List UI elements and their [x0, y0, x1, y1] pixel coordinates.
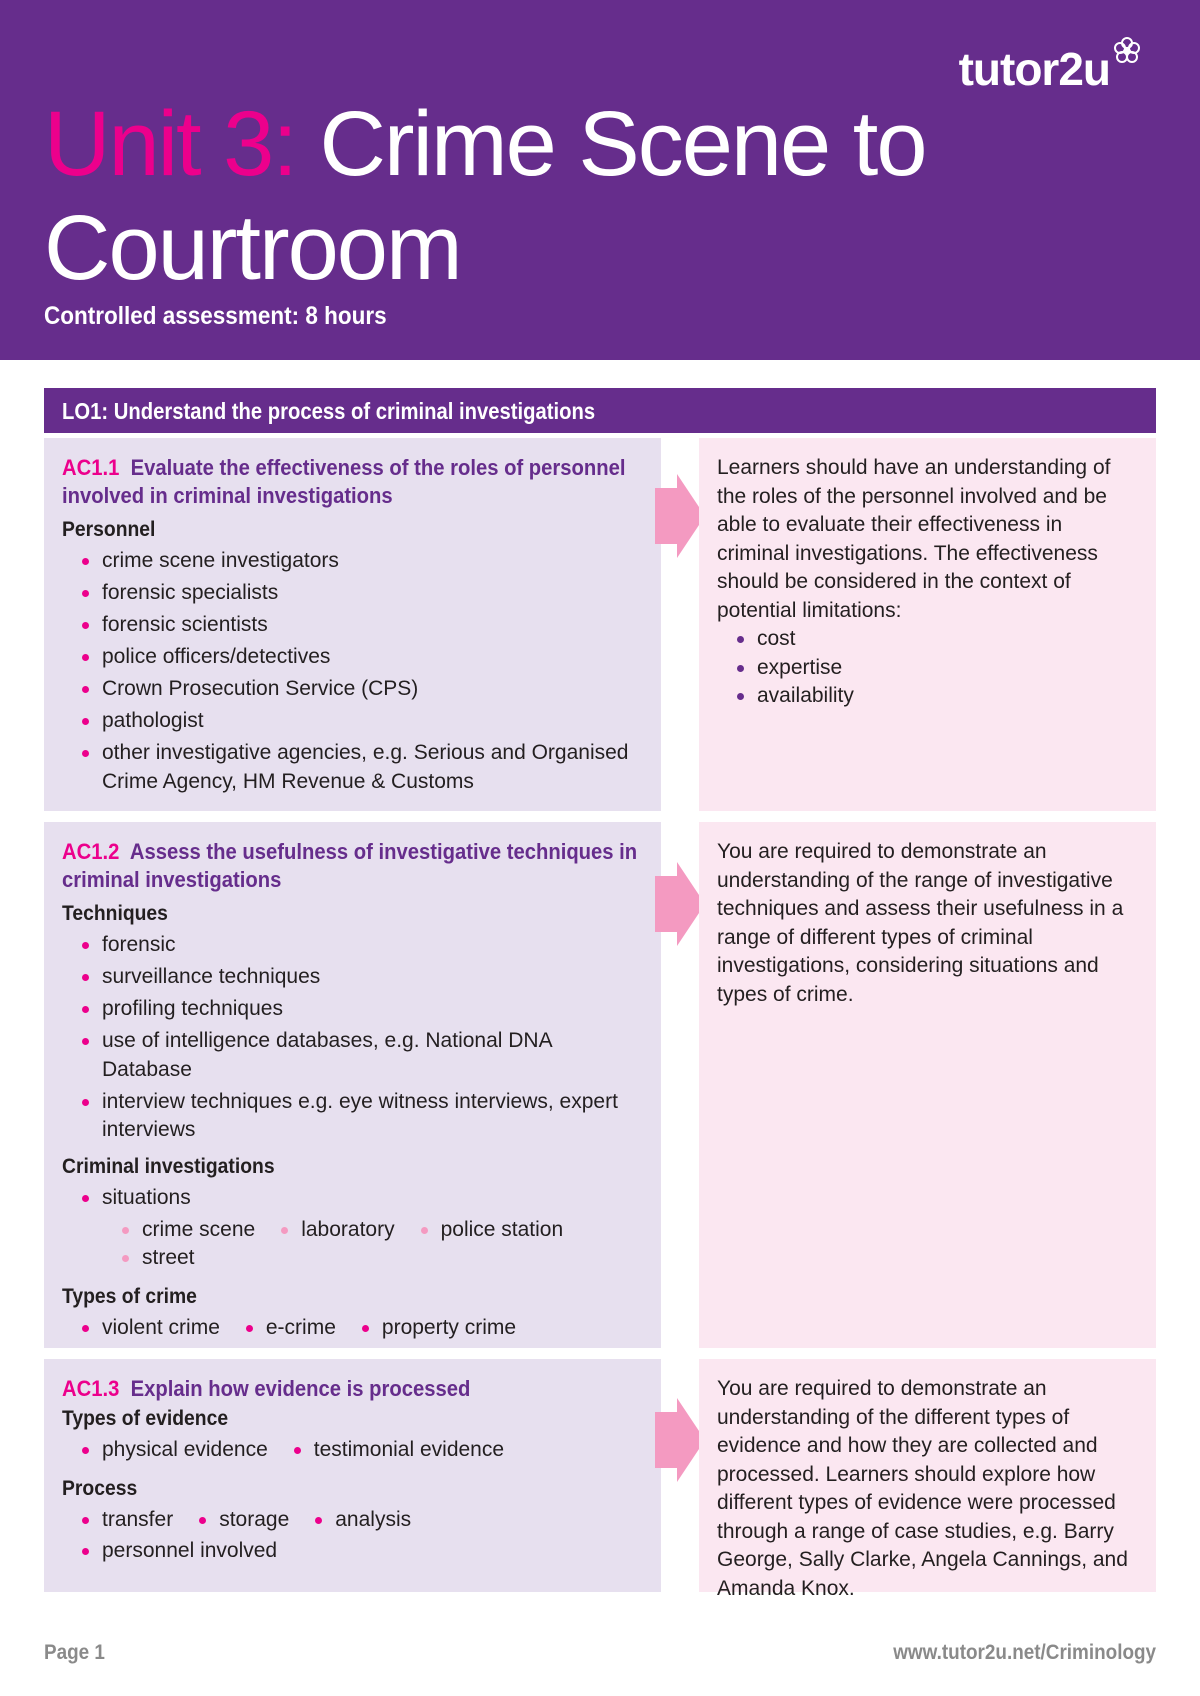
ac1-3-guidance-box [699, 1359, 1156, 1600]
ac1-1-heading: Personnel [62, 518, 156, 541]
learning-outcome-label: LO1: Understand the process of criminal investigations [62, 398, 596, 424]
list-item: forensic [62, 931, 643, 960]
title-unit: Unit 3: [44, 93, 296, 195]
list-item: storage [179, 1506, 289, 1535]
list-item: forensic scientists [62, 611, 643, 640]
list-item: property crime [342, 1314, 516, 1343]
list-item: surveillance techniques [62, 963, 643, 992]
list-item: crime scene [102, 1216, 255, 1245]
limitations-list [717, 625, 1138, 711]
process-list [62, 1506, 643, 1535]
ac1-3-heading: Types of evidence [62, 1407, 229, 1430]
list-item: availability [717, 682, 1138, 711]
list-item: situations [62, 1184, 643, 1213]
ac1-1-criteria-box [44, 438, 661, 811]
ac1-2-guidance-box [699, 822, 1156, 1348]
learning-outcome-bar [44, 388, 1156, 433]
ac1-3-guidance-text: You are required to demonstrate an understanding of the different types of evidence and how they are collected and processed. Learners should explore how different types of evidence were processed through a range of case studies, e.g. Barry George, Sally Clarke, Angela Cannings, and Amanda Knox. [717, 1377, 1128, 1600]
list-item: interview techniques e.g. eye witness interviews, expert interviews [62, 1088, 643, 1145]
list-item: e-crime [226, 1314, 336, 1343]
investigations-list [62, 1184, 643, 1213]
title-rest: Crime Scene to Courtroom [44, 93, 926, 299]
list-item: forensic specialists [62, 579, 643, 608]
list-item: violent crime [62, 1314, 220, 1343]
page-number: Page 1 [44, 1641, 105, 1664]
list-item: cost [717, 625, 1138, 654]
list-item: police station [401, 1216, 564, 1245]
list-item: police officers/detectives [62, 643, 643, 672]
list-item: Crown Prosecution Service (CPS) [62, 675, 643, 704]
personnel-list [62, 547, 643, 796]
list-item: transfer [62, 1506, 173, 1535]
list-item: analysis [295, 1506, 411, 1535]
ac1-2-code: AC1.2 [62, 839, 120, 864]
ac1-3-title-text: Explain how evidence is processed [130, 1376, 471, 1401]
ac1-2-heading2: Criminal investigations [62, 1154, 275, 1178]
header-banner [0, 0, 1200, 360]
arrow-right-icon [655, 1398, 705, 1482]
ac1-1-title [62, 454, 639, 510]
ac1-1-code: AC1.1 [62, 455, 120, 480]
ac1-1-guidance-text: Learners should have an understanding of the roles of the personnel involved and be able to evaluate their effectiveness in criminal investigations. The effectiveness should be considered in the context of potential limitations: [717, 456, 1111, 622]
flower-icon [1112, 36, 1142, 66]
ac1-2-heading3: Types of crime [62, 1284, 197, 1308]
process-list-2 [62, 1537, 643, 1566]
ac1-1-title-text: Evaluate the effectiveness of the roles of personnel involved in criminal investigations [62, 455, 626, 508]
list-item: other investigative agencies, e.g. Serious and Organised Crime Agency, HM Revenue & Customs [62, 739, 643, 796]
list-item: personnel involved [62, 1537, 277, 1566]
situations-list [62, 1216, 582, 1273]
list-item: physical evidence [62, 1436, 268, 1465]
arrow-right-icon [655, 474, 705, 558]
list-item: pathologist [62, 707, 643, 736]
list-item: expertise [717, 654, 1138, 683]
evidence-types-list [62, 1436, 643, 1465]
list-item: testimonial evidence [274, 1436, 504, 1465]
ac1-2-criteria-box [44, 822, 661, 1348]
assessment-subtitle: Controlled assessment: 8 hours [44, 302, 387, 330]
ac1-1-guidance-box [699, 438, 1156, 811]
ac1-2-guidance-text: You are required to demonstrate an understanding of the range of investigative techniques and assess their usefulness in a range of different types of criminal investigations, considering situations and types of crime. [717, 840, 1124, 1006]
ac1-3-criteria-box [44, 1359, 661, 1592]
list-item: profiling techniques [62, 995, 643, 1024]
list-item: street [102, 1244, 195, 1273]
tutor2u-logo[interactable] [959, 42, 1142, 96]
list-item: crime scene investigators [62, 547, 643, 576]
ac1-3-title [62, 1375, 639, 1403]
techniques-list [62, 931, 643, 1145]
arrow-right-icon [655, 862, 705, 946]
logo-text: tutor2u [958, 43, 1110, 95]
page-title [44, 92, 944, 300]
ac1-3-code: AC1.3 [62, 1376, 120, 1401]
website-link[interactable]: www.tutor2u.net/Criminology [893, 1641, 1156, 1664]
list-item: use of intelligence databases, e.g. National DNA Database [62, 1027, 643, 1084]
ac1-2-title [62, 838, 639, 894]
list-item: laboratory [261, 1216, 394, 1245]
ac1-2-heading: Techniques [62, 902, 168, 925]
crime-types-list [62, 1314, 643, 1343]
ac1-2-title-text: Assess the usefulness of investigative techniques in criminal investigations [62, 839, 638, 892]
ac1-3-heading2: Process [62, 1476, 138, 1500]
